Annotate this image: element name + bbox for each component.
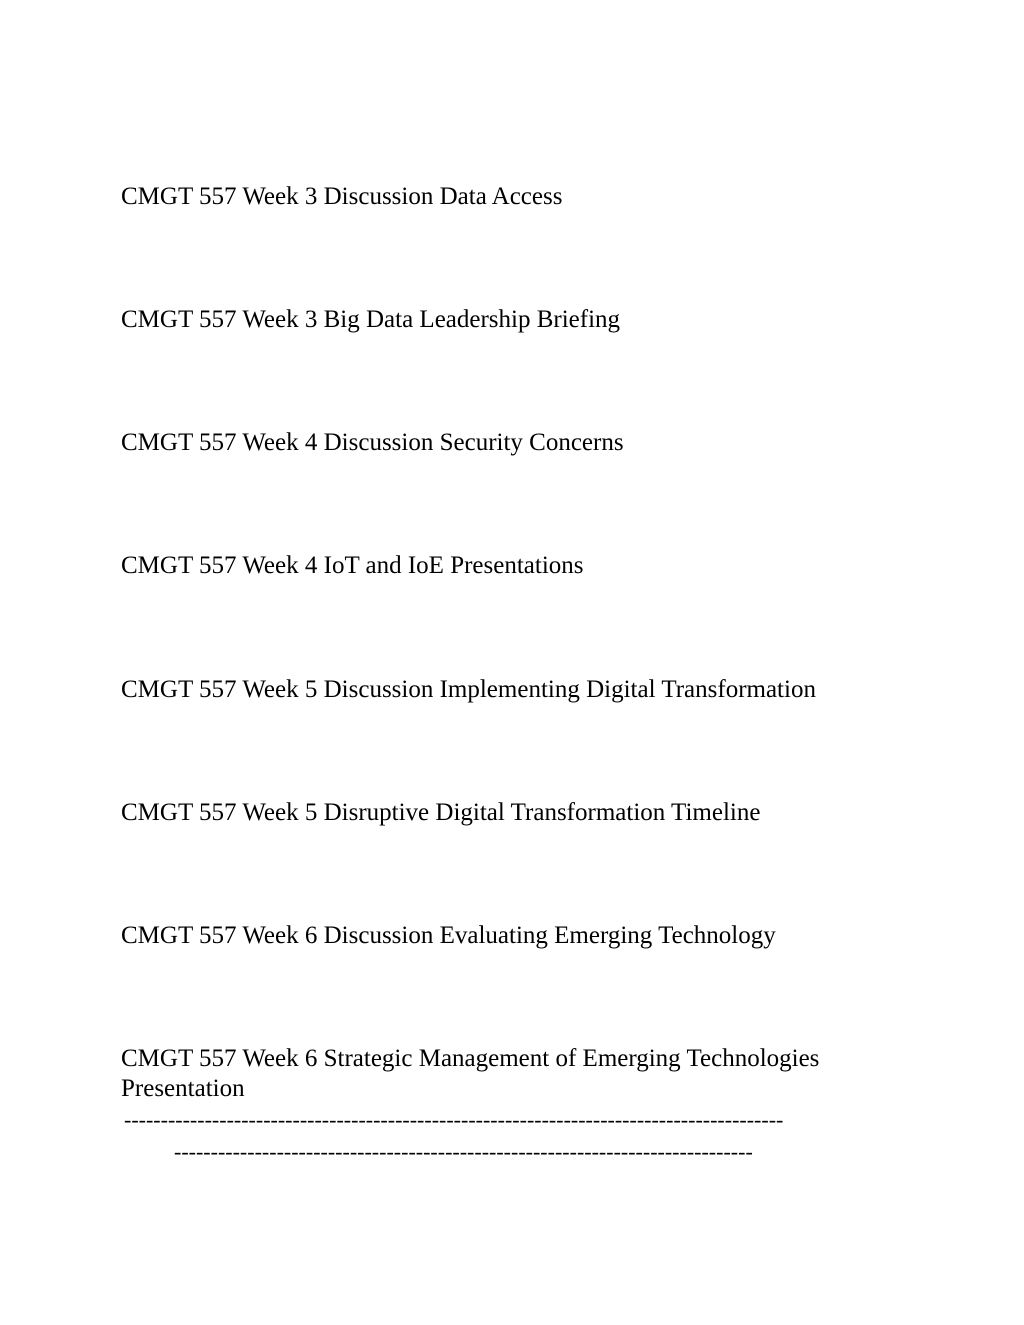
document-line-week5-discussion: CMGT 557 Week 5 Discussion Implementing Digital Transformation	[121, 676, 816, 703]
dashed-separator-line: -------------------------------------------------------------------------------	[174, 1140, 753, 1164]
document-line-week4-discussion: CMGT 557 Week 4 Discussion Security Concerns	[121, 429, 624, 456]
document-line-week3-briefing: CMGT 557 Week 3 Big Data Leadership Briefing	[121, 306, 621, 333]
document-line-week5-timeline: CMGT 557 Week 5 Disruptive Digital Transformation Timeline	[121, 799, 761, 826]
document-line-week6-presentation: CMGT 557 Week 6 Strategic Management of Emerging Technologies Presentation	[121, 1045, 820, 1102]
document-line-week3-discussion: CMGT 557 Week 3 Discussion Data Access	[121, 183, 563, 210]
document-line-week4-presentations: CMGT 557 Week 4 IoT and IoE Presentations	[121, 552, 584, 579]
dashed-separator-line: ------------------------------------------------------------------------------------------	[124, 1108, 784, 1132]
document-line-week6-discussion: CMGT 557 Week 6 Discussion Evaluating Emerging Technology	[121, 922, 776, 949]
